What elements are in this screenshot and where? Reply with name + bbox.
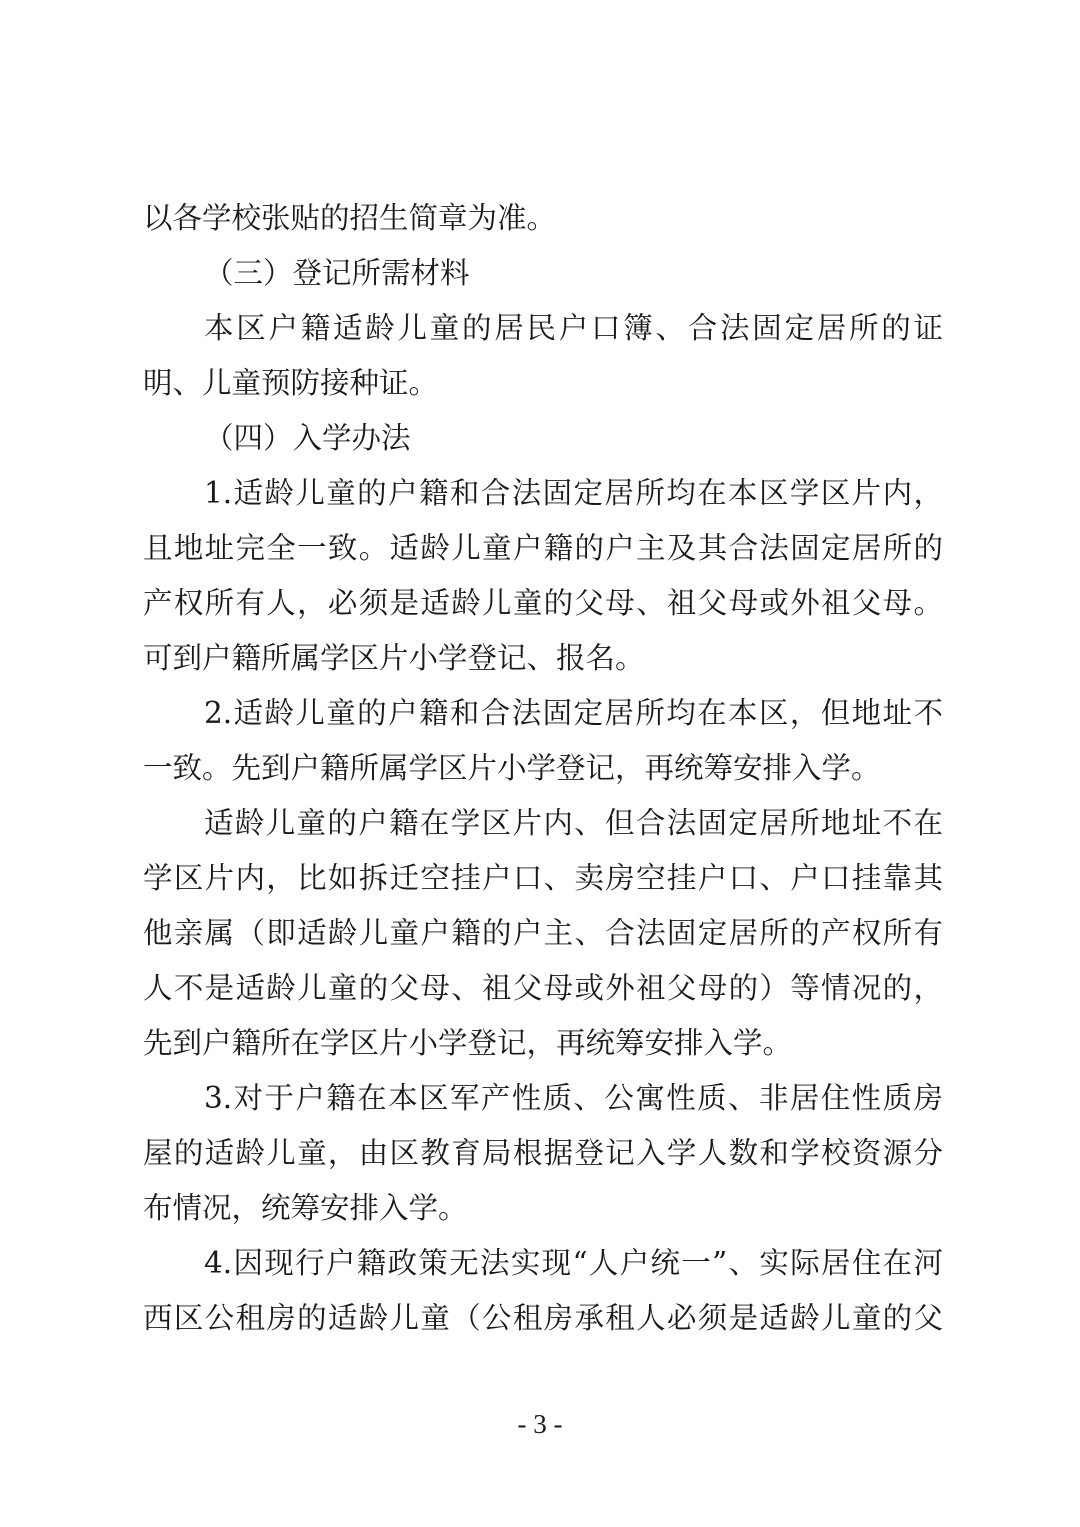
section-heading-4: （四）入学办法 <box>204 421 411 455</box>
text-line: 适龄儿童的户籍在学区片内、但合法固定居所地址不在 <box>204 806 943 840</box>
text-line: 屋的适龄儿童，由区教育局根据登记入学人数和学校资源分 <box>143 1136 943 1170</box>
text-line: 西区公租房的适龄儿童（公租房承租人必须是适龄儿童的父 <box>143 1301 943 1335</box>
text-line: 产权所有人，必须是适龄儿童的父母、祖父母或外祖父母。 <box>143 586 943 620</box>
text-line: 人不是适龄儿童的父母、祖父母或外祖父母的）等情况的， <box>143 971 943 1005</box>
text-line: 3.对于户籍在本区军产性质、公寓性质、非居住性质房 <box>204 1081 943 1115</box>
text-line: 4.因现行户籍政策无法实现“人户统一”、实际居住在河 <box>204 1246 943 1280</box>
text-line: 以各学校张贴的招生简章为准。 <box>143 201 557 235</box>
text-line: 一致。先到户籍所属学区片小学登记，再统筹安排入学。 <box>143 751 881 785</box>
text-line: 他亲属（即适龄儿童户籍的户主、合法固定居所的产权所有 <box>143 916 943 950</box>
text-line: 学区片内，比如拆迁空挂户口、卖房空挂户口、户口挂靠其 <box>143 861 943 895</box>
text-line: 1.适龄儿童的户籍和合法固定居所均在本区学区片内， <box>204 476 943 510</box>
text-line: 且地址完全一致。适龄儿童户籍的户主及其合法固定居所的 <box>143 531 943 565</box>
text-line: 明、儿童预防接种证。 <box>143 366 439 400</box>
text-line: 先到户籍所在学区片小学登记，再统筹安排入学。 <box>143 1026 793 1060</box>
page-number: - 3 - <box>517 1409 563 1439</box>
text-line: 可到户籍所属学区片小学登记、报名。 <box>143 641 645 675</box>
text-line: 布情况，统筹安排入学。 <box>143 1191 468 1225</box>
section-heading-3: （三）登记所需材料 <box>204 256 470 290</box>
text-line: 2.适龄儿童的户籍和合法固定居所均在本区，但地址不 <box>204 696 943 730</box>
text-line: 本区户籍适龄儿童的居民户口簿、合法固定居所的证 <box>204 311 943 345</box>
